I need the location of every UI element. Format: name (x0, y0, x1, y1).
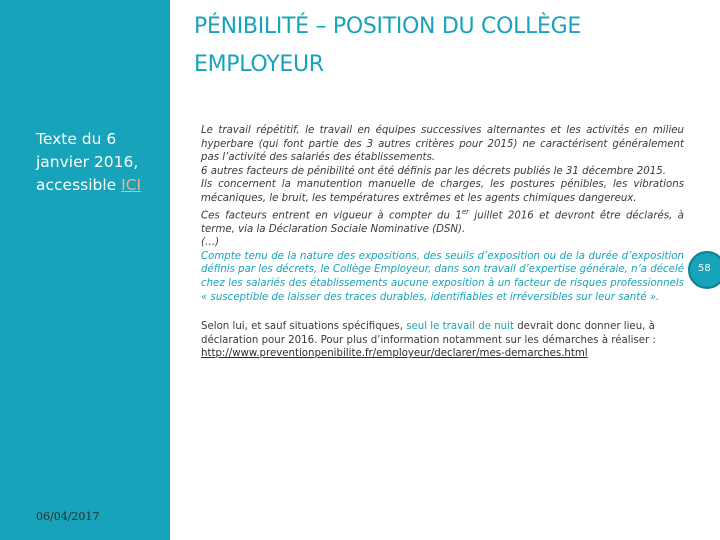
night-work-highlight: seul le travail de nuit (406, 321, 514, 333)
conclusion-text: Selon lui, et sauf situations spécifiques, (201, 321, 403, 333)
quote-paragraph: Ils concernent la manutention manuelle de charges, les postures pénibles, les vibrations mécaniques, le bruit, les températures extrêmes et les agents chimiques dangereux. (201, 179, 684, 204)
quote-paragraph (201, 206, 684, 237)
quote-paragraph: Le travail répétitif, le travail en équipes successives alternantes et les activités en milieu hyperbare (qui font partie des 3 autres critères pour 2015) ne caractérisent généralement pas l’activité des salariés des établissements. (201, 125, 684, 164)
sidebar (0, 0, 170, 540)
sidebar-note-text: Texte du 6 janvier 2016, accessible (36, 130, 139, 194)
sidebar-note (36, 128, 161, 197)
quote-date-text-end: juillet 2016 et devront être déclarés, à terme, via la Déclaration Sociale Nominative (DSN). (201, 209, 684, 235)
slide-body (201, 124, 684, 361)
page-number-badge (688, 251, 720, 289)
conclusion-paragraph (201, 320, 684, 347)
conclusion (201, 320, 684, 361)
page-number: 58 (698, 263, 711, 274)
slide-date: 06/04/2017 (36, 510, 100, 523)
quoted-text (201, 124, 684, 304)
quote-ellipsis: (…) (201, 237, 220, 249)
quote-paragraph: 6 autres facteurs de pénibilité ont été définis par les décrets publiés le 31 décembre 2015. (201, 165, 666, 177)
conclusion-text-end: devrait donc donner lieu, à déclaration pour 2016. Pour plus d’information notamment sur les démarches à réaliser : (201, 321, 656, 346)
prevention-link[interactable]: http://www.preventionpenibilite.fr/employeur/declarer/mes-demarches.html (201, 348, 588, 360)
ordinal-suffix: er (461, 207, 470, 216)
slide-title: PÉNIBILITÉ – POSITION DU COLLÈGE EMPLOYEUR (194, 14, 581, 77)
quote-date-text: Ces facteurs entrent en vigueur à compter du 1 (201, 209, 462, 221)
sidebar-source-link[interactable]: ICI (121, 176, 142, 194)
quote-highlight: Compte tenu de la nature des expositions, des seuils d’exposition ou de la durée d’exposition définis par les décrets, le Collège Employeur, dans son travail d’expertise générale, n’a décelé chez les salariés des établissements aucune exposition à un facteur de risques professionnels « susceptible de laisser des traces durables, identifiables et irréversibles sur leur santé ». (201, 250, 684, 303)
